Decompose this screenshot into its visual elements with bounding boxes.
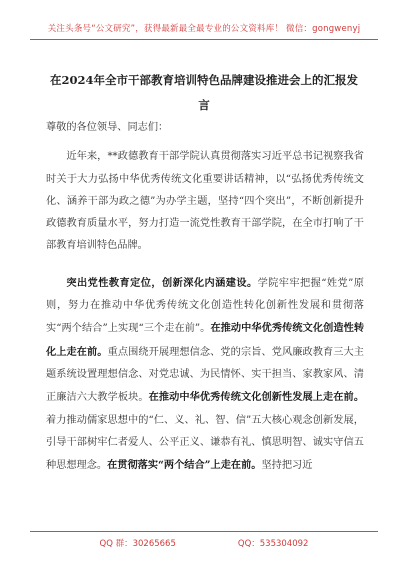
paragraph-text: 近年来，**政德教育干部学院认真贯彻落实习近平总书记视察我省时关于大力弘扬中华优秀传统文化重要讲话精神，以“弘扬优秀传统文化、涵养干部为政之德”为办学主题，坚持“四个突出”，不断创新提升政德教育质量水平，努力打造一流党性教育干部学院，在全市打响了干部教育培训特色品牌。: [46, 151, 364, 252]
paragraph-text: 坚持把习近: [261, 460, 313, 472]
paragraph-2: [46, 272, 364, 478]
paragraph-1: [46, 146, 364, 257]
footer-qq-group: QQ 群：30265665: [99, 539, 176, 549]
section-heading: 突出党性教育定位，创新深化内涵建设。: [66, 276, 258, 289]
emphasis-text: 在推动中华优秀传统文化创造性转化上走在前。: [46, 322, 365, 358]
footer: [0, 537, 408, 549]
header-divider: [30, 39, 378, 40]
document-body: [46, 117, 364, 477]
paragraph-text: 学院牢牢把握“姓党”原则，努力在推动中华优秀传统文化创造性转化创新性发展和贯彻落实“两个结合”上实现“三个走在前”。: [46, 277, 364, 335]
paragraph-text: 重点围绕开展理想信念、党的宗旨、党风廉政教育三大主题系统设置理想信念、对党忠诚、为民情怀、实干担当、家教家风、清正廉洁六大教学板块。: [46, 346, 364, 404]
paragraph-text: 着力推动儒家思想中的“仁、义、礼、智、信”五大核心观念创新发展，引导干部树牢仁者爱人、公平正义、谦恭有礼、慎思明智、诚实守信五种思想理念。: [46, 414, 364, 472]
emphasis-text: 在贯彻落实“两个结合”上走在前。: [107, 459, 262, 472]
document-title: 在2024年全市干部教育培训特色品牌建设推进会上的汇报发言: [49, 73, 358, 112]
emphasis-text: 在推动中华优秀传统文化创新性发展上走在前。: [148, 391, 365, 404]
header-banner: 关注头条号“公文研究”，获得最新最全最专业的公文资料库！ 微信：gongwenyj: [47, 24, 361, 34]
footer-qq: QQ：535304092: [237, 539, 309, 549]
salutation: 尊敬的各位领导、同志们：: [46, 122, 169, 133]
footer-divider: [30, 531, 378, 532]
